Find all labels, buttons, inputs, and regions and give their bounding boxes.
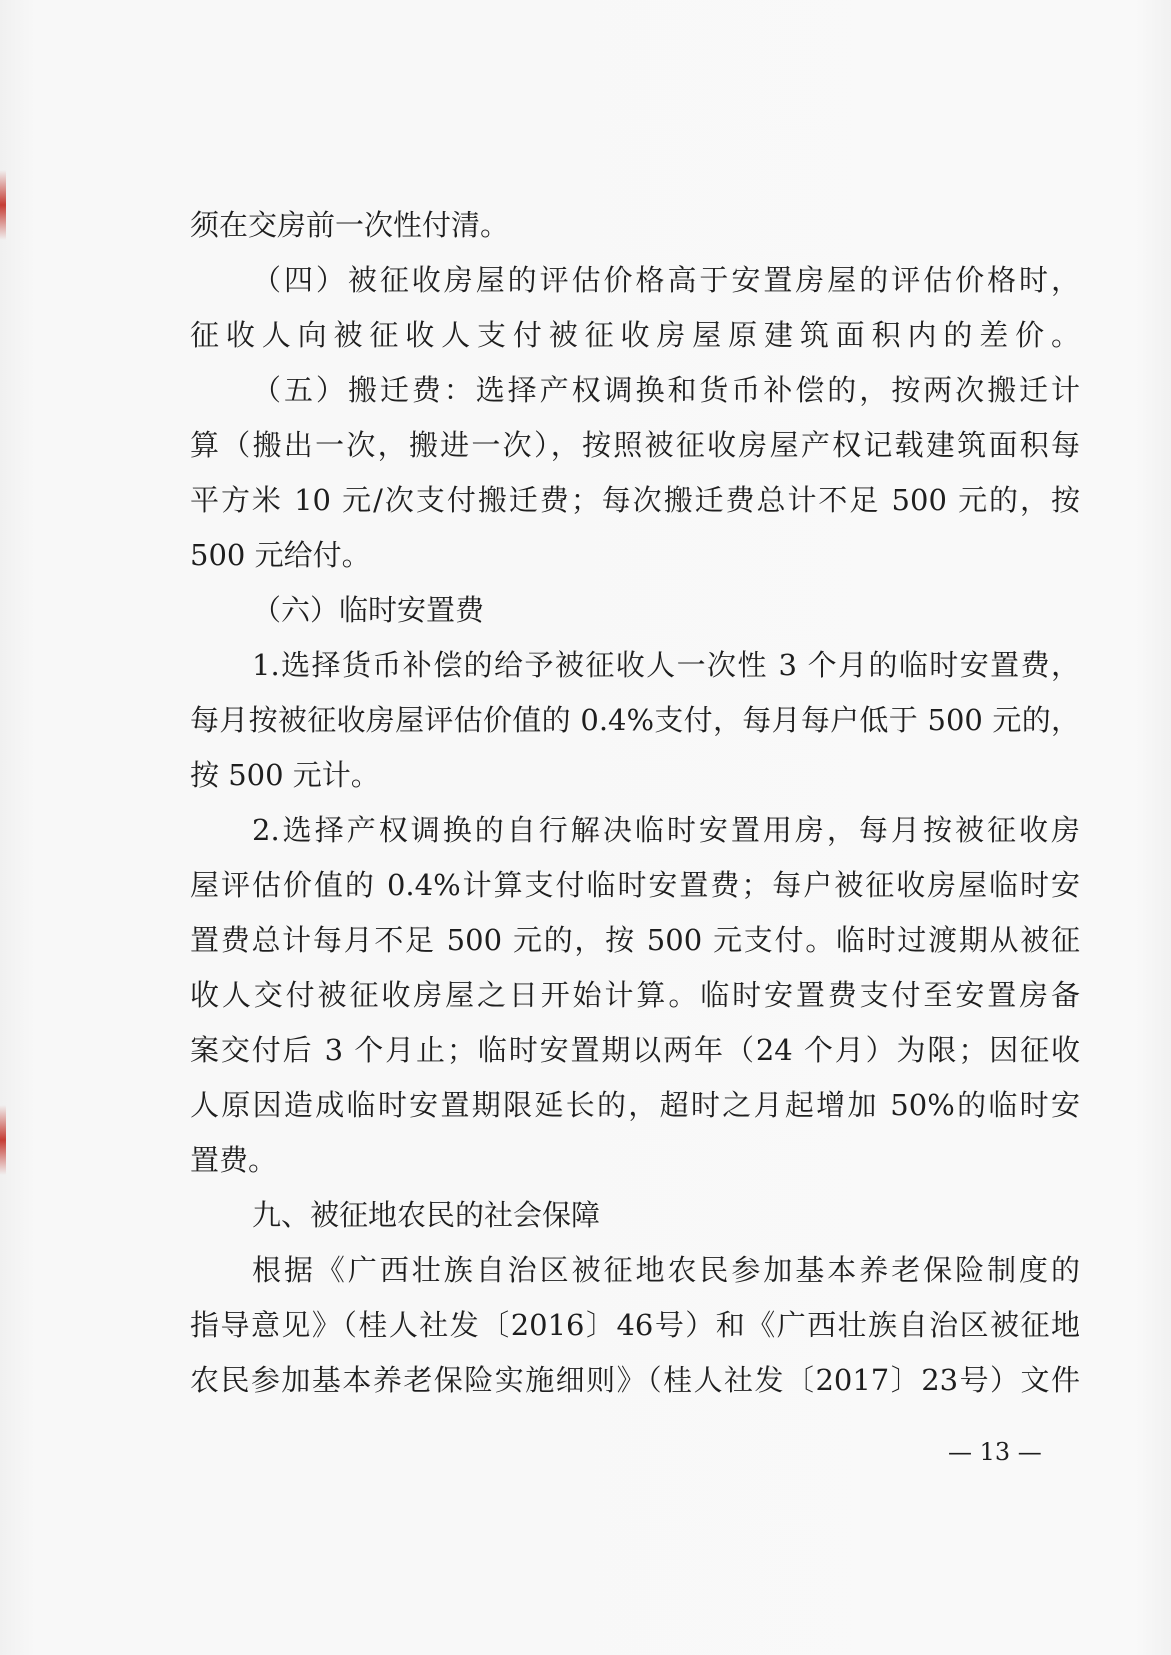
- paragraph-line: 2.选择产权调换的自行解决临时安置用房，每月按被征收房: [252, 813, 1080, 847]
- scan-edge-mark: [0, 170, 6, 240]
- page-number: — 13 —: [948, 1438, 1042, 1466]
- paragraph-line: 征收人向被征收人支付被征收房屋原建筑面积内的差价。: [190, 318, 1080, 352]
- paragraph-line: 算（搬出一次，搬进一次），按照被征收房屋产权记载建筑面积每: [190, 428, 1080, 462]
- paragraph-line: 须在交房前一次性付清。: [190, 208, 510, 242]
- paragraph-line: 500 元给付。: [190, 538, 371, 572]
- paragraph-line: 根据《广西壮族自治区被征地农民参加基本养老保险制度的: [252, 1253, 1080, 1287]
- paragraph-line: （五）搬迁费：选择产权调换和货币补偿的，按两次搬迁计: [252, 373, 1080, 407]
- paragraph-line: 平方米 10 元/次支付搬迁费；每次搬迁费总计不足 500 元的，按: [190, 483, 1080, 517]
- scan-edge-mark: [0, 1105, 6, 1175]
- paragraph-line: 人原因造成临时安置期限延长的，超时之月起增加 50%的临时安: [190, 1088, 1080, 1122]
- paragraph-line: 每月按被征收房屋评估价值的 0.4%支付，每月每户低于 500 元的，: [190, 703, 1080, 737]
- paragraph-line: 按 500 元计。: [190, 758, 380, 792]
- paragraph-line: 置费。: [190, 1143, 278, 1177]
- paragraph-line: （四）被征收房屋的评估价格高于安置房屋的评估价格时，: [252, 263, 1080, 297]
- paragraph-line: 1.选择货币补偿的给予被征收人一次性 3 个月的临时安置费，: [252, 648, 1080, 682]
- section-heading: （六）临时安置费: [252, 593, 485, 627]
- paragraph-line: 置费总计每月不足 500 元的，按 500 元支付。临时过渡期从被征: [190, 923, 1080, 957]
- paragraph-line: 农民参加基本养老保险实施细则》（桂人社发〔2017〕23号）文件: [190, 1363, 1080, 1397]
- paragraph-line: 指导意见》（桂人社发〔2016〕46号）和《广西壮族自治区被征地: [190, 1308, 1080, 1342]
- paragraph-line: 收人交付被征收房屋之日开始计算。临时安置费支付至安置房备: [190, 978, 1080, 1012]
- chapter-heading: 九、被征地农民的社会保障: [252, 1198, 601, 1232]
- paragraph-line: 案交付后 3 个月止；临时安置期以两年（24 个月）为限；因征收: [190, 1033, 1080, 1067]
- paragraph-line: 屋评估价值的 0.4%计算支付临时安置费；每户被征收房屋临时安: [190, 868, 1080, 902]
